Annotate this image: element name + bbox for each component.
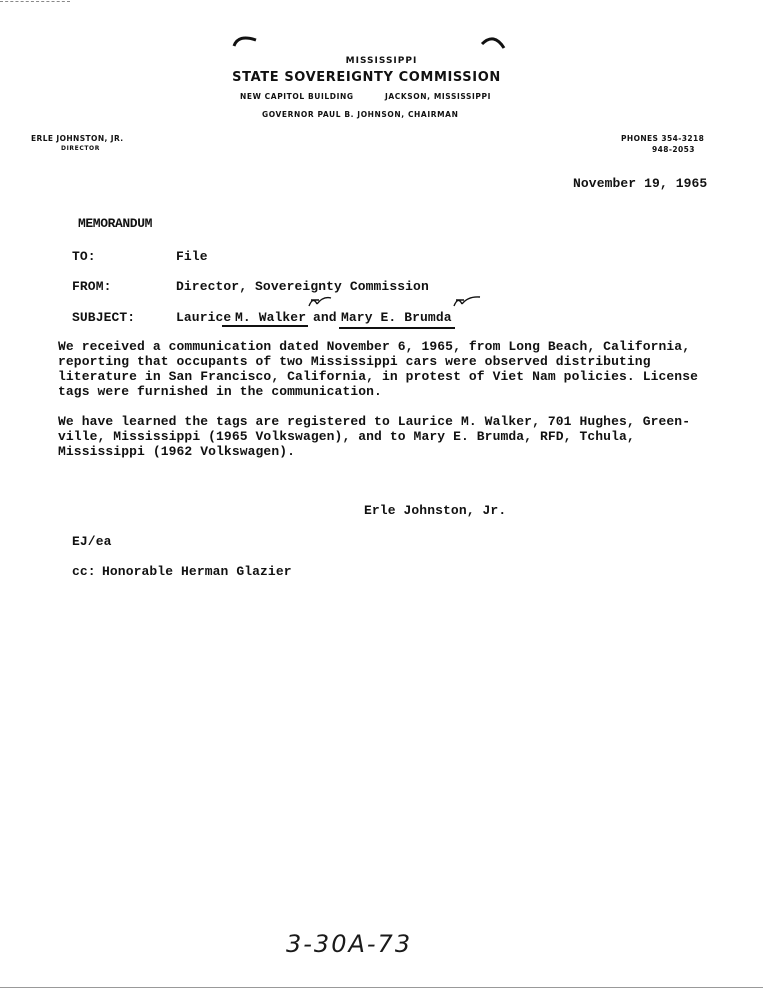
letterhead-phone-line2: 948-2053 xyxy=(652,145,695,154)
body-line: literature in San Francisco, California, in protest of Viet Nam policies. License xyxy=(58,369,699,384)
letterhead-state: MISSISSIPPI xyxy=(345,56,418,66)
body-line: reporting that occupants of two Mississippi cars were observed distributing xyxy=(58,354,651,369)
scan-edge-mark xyxy=(0,1,70,2)
letterhead-director-title: DIRECTOR xyxy=(61,145,100,152)
letterhead-ornament-left-icon xyxy=(232,32,258,48)
signature-name: Erle Johnston, Jr. xyxy=(364,503,507,518)
subject-underline-brumda xyxy=(339,327,455,329)
to-value: File xyxy=(176,249,208,264)
from-value: Director, Sovereignty Commission xyxy=(176,279,429,294)
letterhead-commission: STATE SOVEREIGNTY COMMISSION xyxy=(232,70,501,85)
memo-heading: MEMORANDUM xyxy=(78,216,153,231)
handwritten-file-number: 3-30A-73 xyxy=(286,930,413,958)
letterhead-city: JACKSON, MISSISSIPPI xyxy=(385,92,491,101)
from-label: FROM: xyxy=(72,279,112,294)
scan-bottom-edge xyxy=(0,987,763,988)
handwritten-check-mark-icon xyxy=(450,294,482,310)
body-paragraph-2 xyxy=(58,414,698,459)
typist-initials: EJ/ea xyxy=(72,534,112,549)
subject-underline-walker xyxy=(222,325,308,327)
letterhead-director-name: ERLE JOHNSTON, JR. xyxy=(31,134,124,143)
body-line: ville, Mississippi (1965 Volkswagen), and to Mary E. Brumda, RFD, Tchula, xyxy=(58,429,635,444)
body-line: We have learned the tags are registered to Laurice M. Walker, 701 Hughes, Green- xyxy=(58,414,691,429)
subject-name-brumda: Mary E. Brumda xyxy=(341,310,452,325)
to-label: TO: xyxy=(72,249,96,264)
letterhead-governor: GOVERNOR PAUL B. JOHNSON, CHAIRMAN xyxy=(262,110,459,119)
subject-first-name: Laurice xyxy=(176,310,232,325)
subject-name-walker: M. Walker xyxy=(235,310,307,325)
subject-and: and xyxy=(313,310,337,325)
memo-date: November 19, 1965 xyxy=(573,176,708,191)
body-line: We received a communication dated November 6, 1965, from Long Beach, California, xyxy=(58,339,691,354)
letterhead-phone-line1: PHONES 354-3218 xyxy=(621,134,705,143)
subject-label: SUBJECT: xyxy=(72,310,136,325)
letterhead-building: NEW CAPITOL BUILDING xyxy=(240,92,354,101)
cc-label: cc: xyxy=(72,564,96,579)
body-paragraph-1 xyxy=(58,339,698,399)
body-line: Mississippi (1962 Volkswagen). xyxy=(58,444,296,459)
handwritten-check-mark-icon xyxy=(305,294,333,310)
cc-recipient: Honorable Herman Glazier xyxy=(102,564,292,579)
letterhead-ornament-right-icon xyxy=(480,32,506,50)
body-line: tags were furnished in the communication. xyxy=(58,384,382,399)
